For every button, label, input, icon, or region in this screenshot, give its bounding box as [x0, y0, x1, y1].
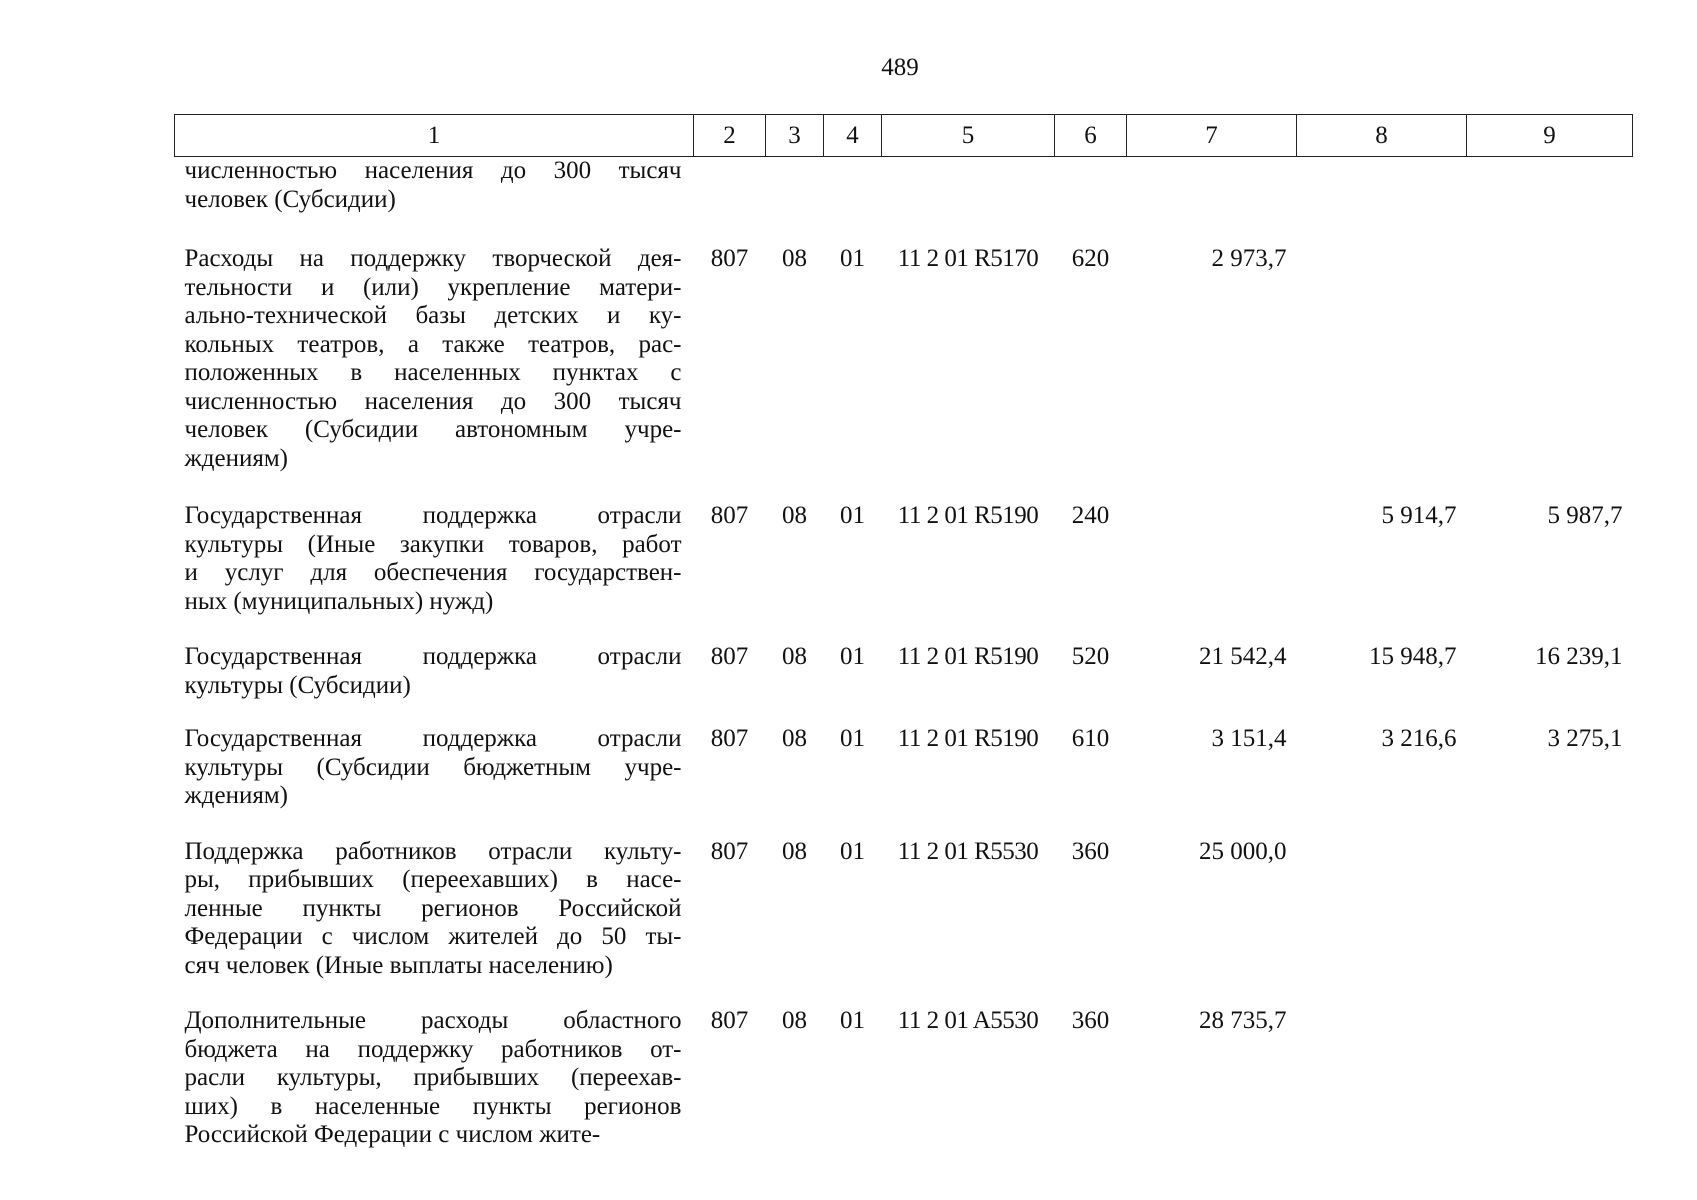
target-article-code: 11 2 01 R5530	[897, 837, 1039, 865]
table-row	[175, 227, 1633, 486]
description-line: человек (Субсидии)	[184, 185, 396, 213]
description-line: бюджета на поддержку работников от-	[184, 1035, 682, 1063]
target-article-code	[882, 157, 1055, 228]
subsection-code: 01	[840, 643, 865, 670]
expense-type-code: 520	[1071, 643, 1110, 670]
description-line: Государственная поддержка отрасли	[184, 502, 682, 529]
expense-type-code: 360	[1071, 837, 1110, 865]
amount-year-2	[1297, 157, 1467, 228]
ministry-code	[694, 157, 766, 228]
amount-year-3	[1467, 157, 1633, 228]
amount-year-1: 2 973,7	[1211, 245, 1287, 272]
description-line: Федерации с числом жителей до 50 ты-	[184, 923, 682, 950]
expense-type-code: 610	[1071, 725, 1110, 752]
description-line: культуры (Субсидии)	[184, 671, 411, 699]
table-row	[175, 713, 1633, 824]
column-header: 2	[694, 115, 766, 157]
amount-year-1: 25 000,0	[1199, 837, 1287, 865]
description-line: расли культуры, прибывших (переехав-	[184, 1064, 682, 1091]
description-line: ально-технической базы детских и ку-	[184, 302, 682, 329]
amount-year-2	[1297, 824, 1467, 994]
description-line: положенных в населенных пунктах с	[184, 359, 682, 386]
description-line: ленные пункты регионов Российской	[184, 894, 682, 922]
table-body	[175, 157, 1633, 1163]
column-header: 7	[1127, 115, 1297, 157]
amount-year-3: 3 275,1	[1547, 725, 1623, 752]
table-row	[175, 157, 1633, 228]
target-article-code: 11 2 01 R5170	[897, 245, 1039, 272]
description-line: численностью населения до 300 тысяч	[184, 387, 682, 415]
table-row	[175, 824, 1633, 994]
amount-year-3: 16 239,1	[1535, 643, 1623, 670]
amount-year-2: 15 948,7	[1369, 643, 1457, 670]
table-header-row	[175, 115, 1633, 157]
description-line: ждениям)	[184, 444, 288, 472]
amount-year-3	[1467, 824, 1633, 994]
target-article-code: 11 2 01 R5190	[897, 502, 1039, 529]
row-description	[175, 227, 694, 486]
ministry-code: 807	[710, 1007, 749, 1034]
description-line: ждениям)	[184, 782, 288, 809]
section-code: 08	[782, 837, 807, 865]
section-code: 08	[782, 1007, 807, 1034]
row-description	[175, 157, 694, 228]
page-number: 489	[881, 54, 919, 81]
column-header: 8	[1297, 115, 1467, 157]
column-header: 4	[824, 115, 882, 157]
amount-year-1: 21 542,4	[1199, 643, 1287, 670]
description-line: и услуг для обеспечения государствен-	[184, 559, 682, 586]
expense-type-code	[1055, 157, 1127, 228]
column-header: 3	[766, 115, 824, 157]
table-row	[175, 486, 1633, 629]
description-line: Государственная поддержка отрасли	[184, 643, 682, 670]
amount-year-2	[1297, 993, 1467, 1163]
description-line: Российской Федерации с числом жите-	[184, 1121, 601, 1148]
amount-year-3	[1467, 993, 1633, 1163]
subsection-code: 01	[840, 502, 865, 529]
description-line: ры, прибывших (переехавших) в насе-	[184, 866, 682, 893]
description-line: ших) в населенные пункты регионов	[184, 1092, 682, 1120]
ministry-code: 807	[710, 245, 749, 272]
table-row	[175, 629, 1633, 713]
amount-year-1: 3 151,4	[1211, 725, 1287, 752]
description-line: Дополнительные расходы областного	[184, 1007, 682, 1034]
row-description	[175, 486, 694, 629]
budget-table-container	[174, 114, 1632, 1163]
description-line: сяч человек (Иные выплаты населению)	[184, 951, 613, 979]
ministry-code: 807	[710, 837, 749, 865]
expense-type-code: 240	[1071, 502, 1110, 529]
amount-year-3: 5 987,7	[1547, 502, 1623, 529]
budget-table	[174, 114, 1633, 1163]
description-line: ных (муниципальных) нужд)	[184, 587, 494, 615]
section-code	[766, 157, 824, 228]
row-description	[175, 629, 694, 713]
row-description	[175, 993, 694, 1163]
subsection-code: 01	[840, 245, 865, 272]
amount-year-2: 5 914,7	[1381, 502, 1457, 529]
description-line: численностью населения до 300 тысяч	[184, 157, 682, 184]
section-code: 08	[782, 502, 807, 529]
ministry-code: 807	[710, 643, 749, 670]
column-header: 6	[1055, 115, 1127, 157]
description-line: культуры (Субсидии бюджетным учре-	[184, 753, 682, 781]
amount-year-2: 3 216,6	[1381, 725, 1457, 752]
description-line: кольных театров, а также театров, рас-	[184, 330, 682, 358]
description-line: Поддержка работников отрасли культу-	[184, 837, 682, 865]
subsection-code: 01	[840, 1007, 865, 1034]
section-code: 08	[782, 245, 807, 272]
target-article-code: 11 2 01 A5530	[897, 1007, 1039, 1034]
column-header: 1	[175, 115, 694, 157]
description-line: человек (Субсидии автономным учре-	[184, 416, 682, 443]
description-line: Расходы на поддержку творческой дея-	[184, 245, 682, 272]
ministry-code: 807	[710, 502, 749, 529]
expense-type-code: 360	[1071, 1007, 1110, 1034]
row-description	[175, 713, 694, 824]
description-line: Государственная поддержка отрасли	[184, 725, 682, 752]
amount-year-3	[1467, 227, 1633, 486]
description-line: культуры (Иные закупки товаров, работ	[184, 530, 682, 558]
description-line: тельности и (или) укрепление матери-	[184, 273, 682, 301]
amount-year-1	[1127, 157, 1297, 228]
target-article-code: 11 2 01 R5190	[897, 643, 1039, 670]
subsection-code	[824, 157, 882, 228]
amount-year-1	[1127, 486, 1297, 629]
subsection-code: 01	[840, 725, 865, 752]
subsection-code: 01	[840, 837, 865, 865]
section-code: 08	[782, 643, 807, 670]
section-code: 08	[782, 725, 807, 752]
row-description	[175, 824, 694, 994]
ministry-code: 807	[710, 725, 749, 752]
expense-type-code: 620	[1071, 245, 1110, 272]
table-row	[175, 993, 1633, 1163]
amount-year-2	[1297, 227, 1467, 486]
target-article-code: 11 2 01 R5190	[897, 725, 1039, 752]
column-header: 5	[882, 115, 1055, 157]
column-header: 9	[1467, 115, 1633, 157]
amount-year-1: 28 735,7	[1199, 1007, 1287, 1034]
